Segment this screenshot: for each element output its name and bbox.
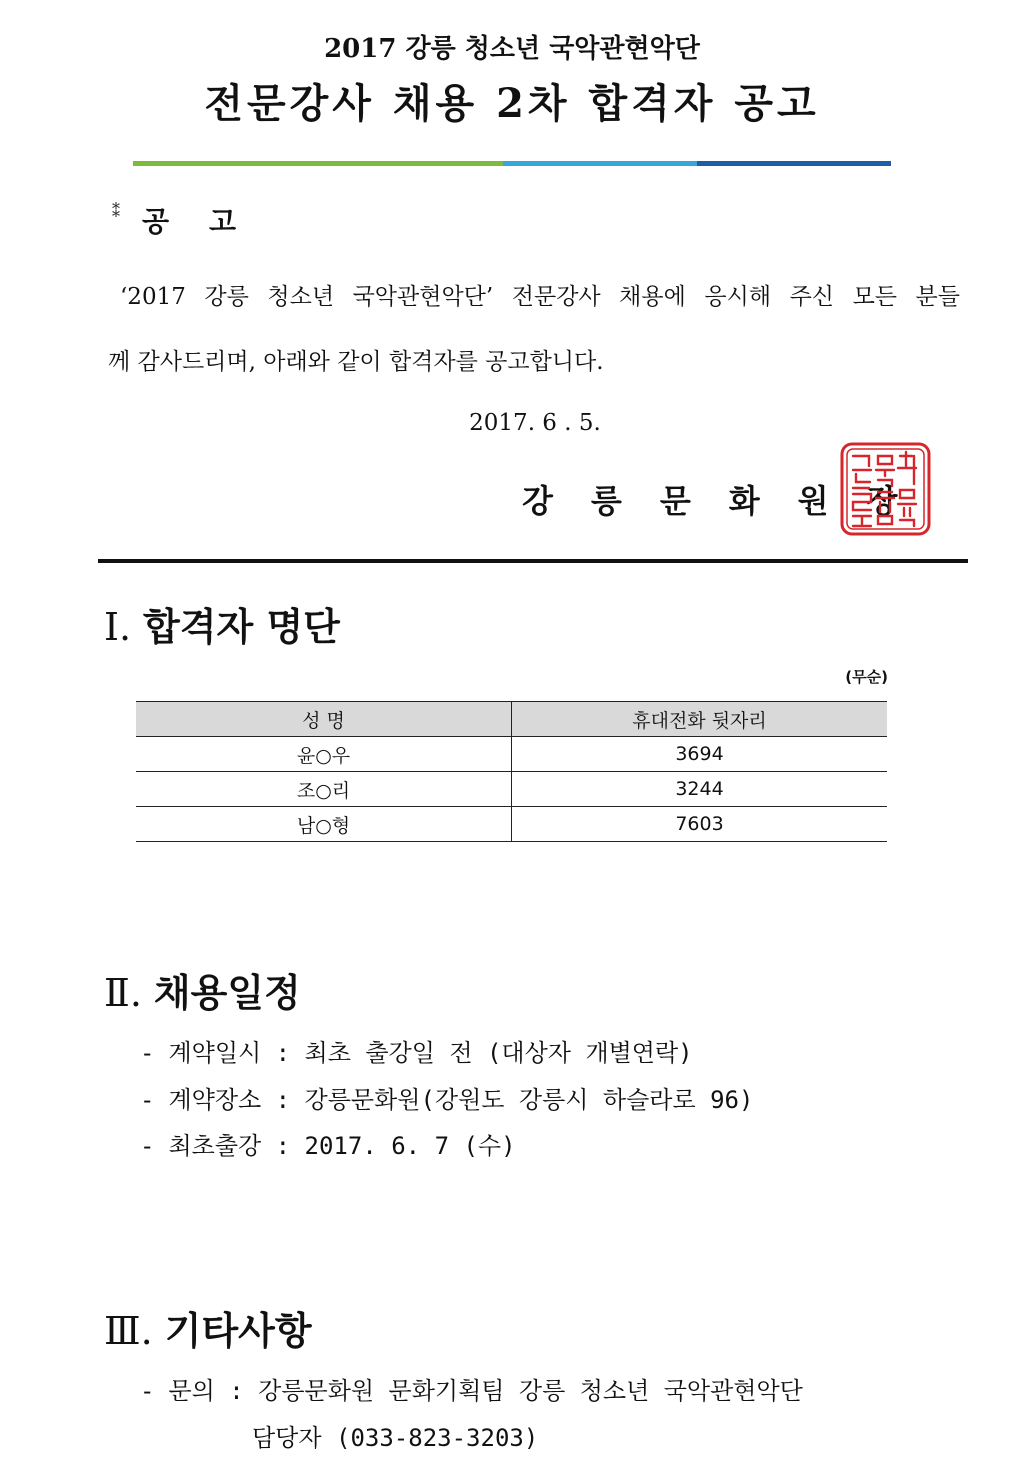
list-item <box>140 1033 693 1068</box>
contact-inquiry: 문의 : 강릉문화원 문화기획팀 강릉 청소년 국악관현악단 <box>168 1377 803 1405</box>
cell-name: 조○리 <box>136 772 512 807</box>
results-table <box>136 701 887 842</box>
list-dash: - <box>140 1039 155 1067</box>
header-divider-blue <box>697 161 891 166</box>
official-seal-icon <box>838 440 933 538</box>
column-header-name: 성 명 <box>136 702 512 737</box>
order-note: (무순) <box>845 668 888 686</box>
section-2-heading <box>104 962 301 1017</box>
notice-body-line-2: 께 감사드리며, 아래와 같이 합격자를 공고합니다. <box>108 349 604 375</box>
table-header-row <box>136 702 887 737</box>
section-1-heading <box>104 596 340 651</box>
section-3-title: 기타사항 <box>164 1308 312 1353</box>
schedule-contract-place: 계약장소 : 강릉문화원(강원도 강릉시 하슬라로 96) <box>168 1086 754 1114</box>
list-dash: - <box>140 1132 155 1160</box>
list-item <box>140 1126 516 1161</box>
list-dash: - <box>140 1086 155 1114</box>
contact-person: 담당자 (033-823-3203) <box>252 1424 539 1452</box>
cell-phone: 3694 <box>512 737 888 772</box>
section-divider <box>98 559 968 563</box>
section-2-title: 채용일정 <box>153 970 301 1015</box>
cell-name: 남○형 <box>136 807 512 842</box>
section-2-number: Ⅱ. <box>104 971 142 1015</box>
section-3-number: Ⅲ. <box>104 1309 153 1353</box>
cell-phone: 7603 <box>512 807 888 842</box>
cell-phone: 3244 <box>512 772 888 807</box>
list-item <box>140 1371 803 1406</box>
table-row <box>136 772 887 807</box>
table-row <box>136 737 887 772</box>
cell-name: 윤○우 <box>136 737 512 772</box>
header-divider-lightblue <box>503 161 697 166</box>
schedule-contract-date: 계약일시 : 최초 출강일 전 (대상자 개별연락) <box>168 1039 693 1067</box>
section-1-number: Ⅰ. <box>104 605 132 649</box>
header-divider <box>133 161 891 166</box>
notice-date: 2017. 6 . 5. <box>469 410 601 436</box>
column-header-phone: 휴대전화 뒷자리 <box>512 702 888 737</box>
notice-body-line-1: ‘2017 강릉 청소년 국악관현악단’ 전문강사 채용에 응시해 주신 모든 분들 <box>120 284 960 310</box>
document-title: 전문강사 채용 2차 합격자 공고 <box>204 80 820 127</box>
notice-heading: 공고 <box>142 205 277 238</box>
issuer-name: 강릉문화원장 <box>522 482 936 520</box>
document-subtitle: 2017 강릉 청소년 국악관현악단 <box>324 34 700 64</box>
asterism-icon: ⁑ <box>112 202 120 221</box>
list-item <box>140 1080 753 1115</box>
schedule-first-lecture: 최초출강 : 2017. 6. 7 (수) <box>168 1132 516 1160</box>
table-row <box>136 807 887 842</box>
section-3-heading <box>104 1300 312 1355</box>
header-divider-green <box>133 161 503 166</box>
list-dash: - <box>140 1377 155 1405</box>
section-1-title: 합격자 명단 <box>143 604 340 649</box>
